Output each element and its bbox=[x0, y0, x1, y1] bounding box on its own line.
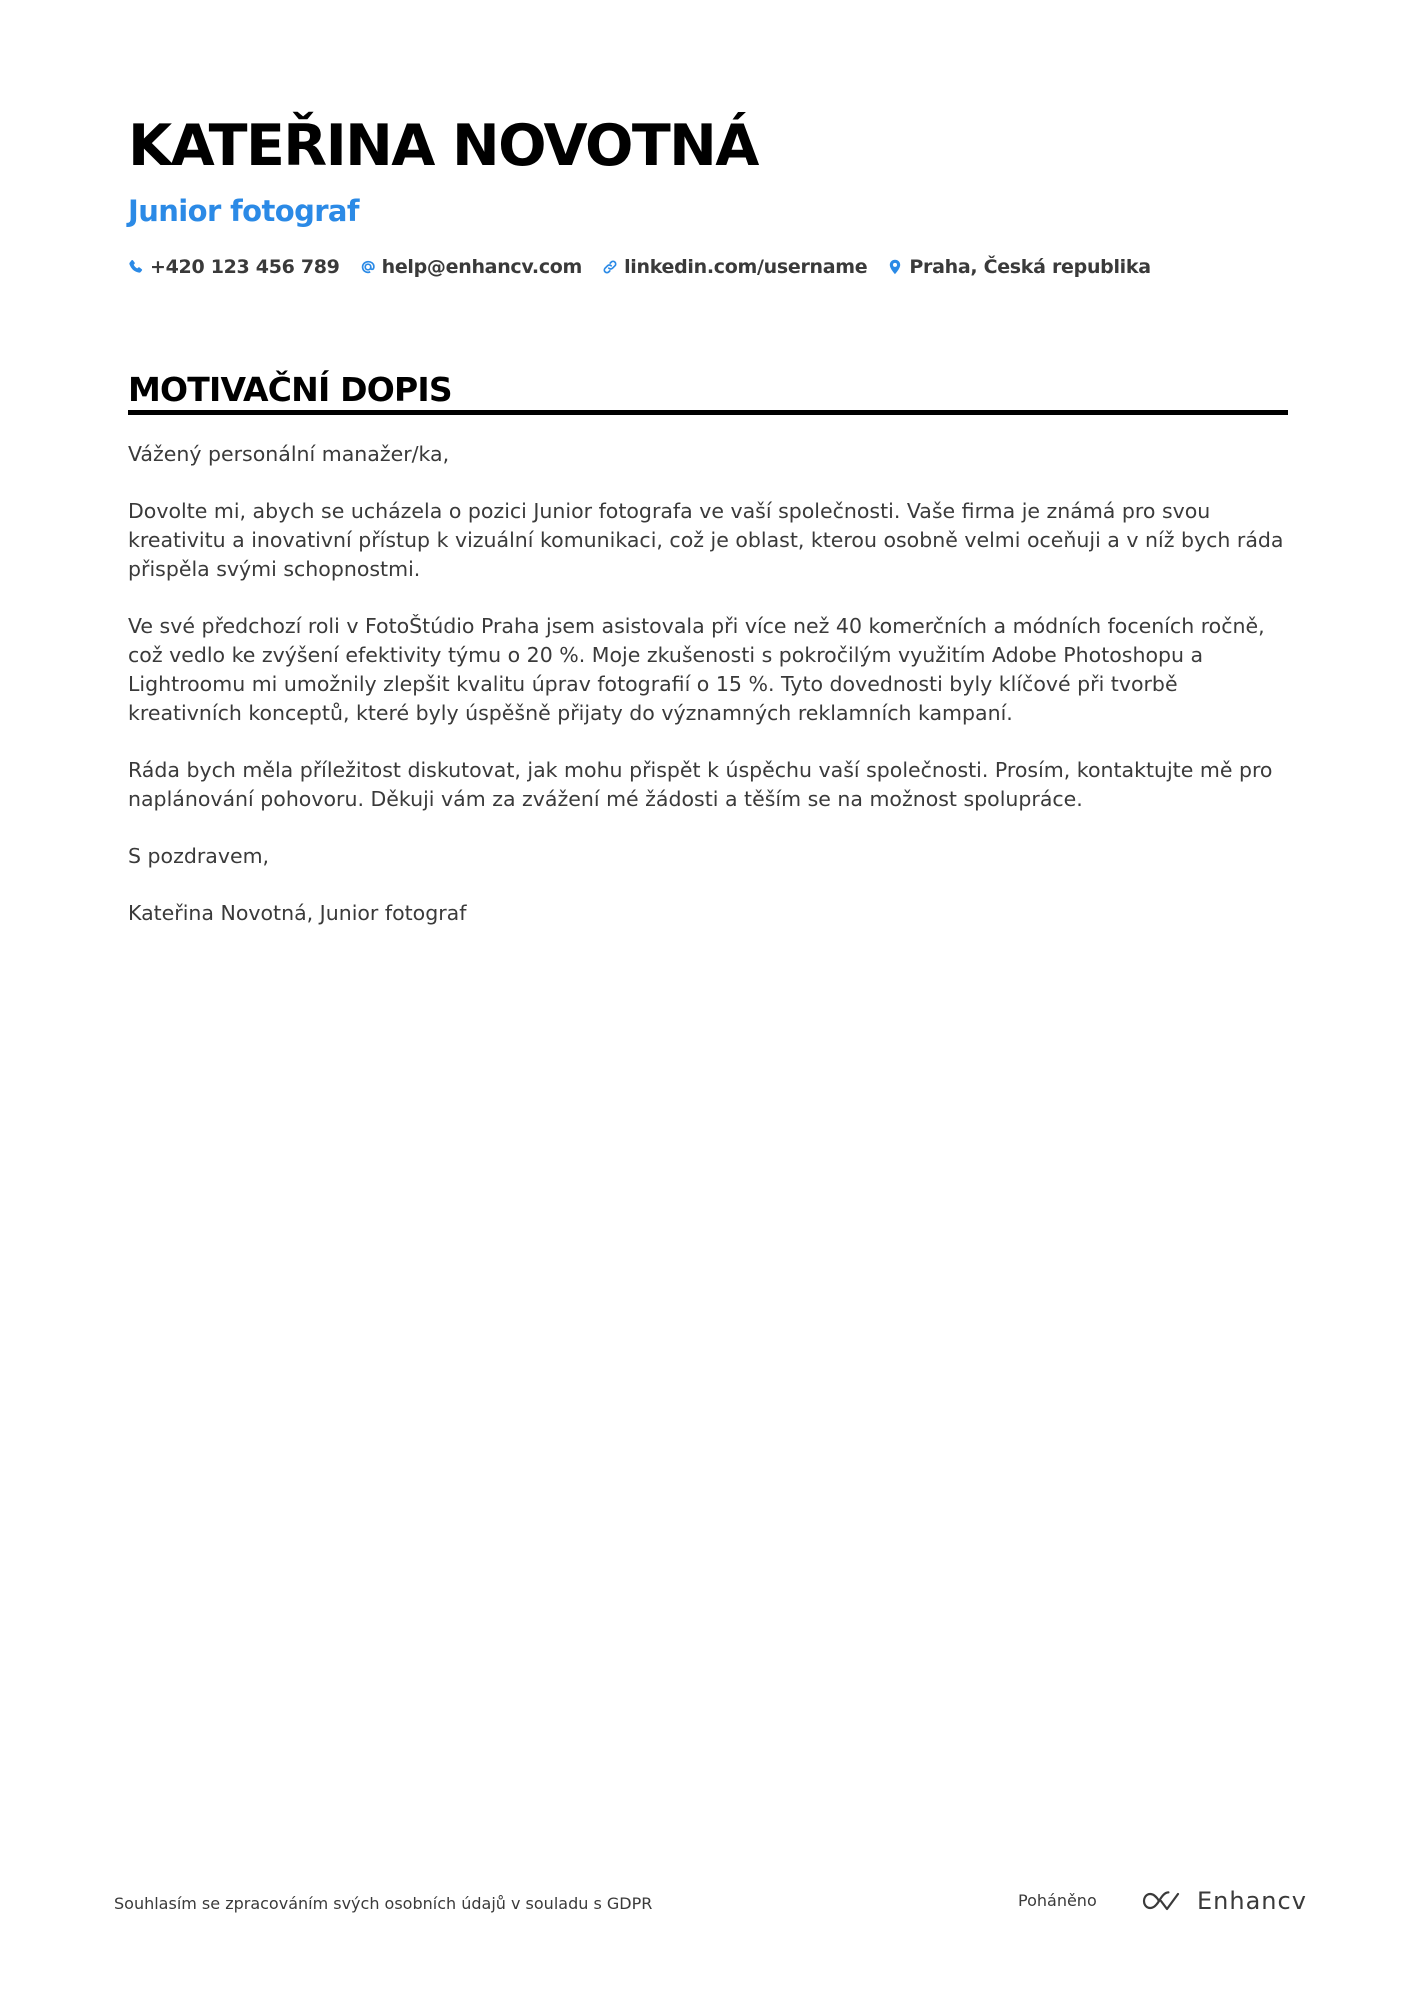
contact-location bbox=[887, 256, 1150, 278]
location-text: Praha, Česká republika bbox=[909, 256, 1151, 278]
enhancv-logo-icon bbox=[1139, 1888, 1185, 1914]
at-icon bbox=[360, 258, 376, 276]
letter-signature: Kateřina Novotná, Junior fotograf bbox=[128, 901, 467, 925]
job-title: Junior fotograf bbox=[128, 194, 359, 228]
enhancv-logo-text: Enhancv bbox=[1197, 1887, 1307, 1915]
contact-bar bbox=[128, 252, 1171, 282]
contact-email[interactable] bbox=[360, 256, 582, 278]
section-divider bbox=[128, 410, 1288, 415]
phone-number: +420 123 456 789 bbox=[150, 256, 340, 278]
gdpr-consent: Souhlasím se zpracováním svých osobních údajů v souladu s GDPR bbox=[114, 1894, 653, 1913]
email-address: help@enhancv.com bbox=[381, 256, 583, 278]
contact-phone[interactable] bbox=[128, 256, 340, 278]
powered-by-label: Poháněno bbox=[1018, 1891, 1097, 1910]
link-icon bbox=[602, 258, 618, 276]
letter-paragraph: Dovolte mi, abych se ucházela o pozici Junior fotografa ve vaší společnosti. Vaše firma je známá pro svou kreativitu a inovativní přístup k vizuální komunikaci, což je oblast, kterou osobně velmi oceňuji a v níž bych ráda přispěla svými schopnostmi. bbox=[128, 499, 1284, 581]
candidate-name: KATEŘINA NOVOTNÁ bbox=[128, 113, 758, 179]
letter-paragraph: Ve své předchozí roli v FotoŠtúdio Praha jsem asistovala při více než 40 komerčních a módních foceních ročně, což vedlo ke zvýšení efektivity týmu o 20 %. Moje zkušenosti s pokročilým využitím Adobe Photoshopu a Lightroomu mi umožnily zlepšit kvalitu úprav fotografií o 15 %. Tyto dovednosti byly klíčové při tvorbě kreativních konceptů, které byly úspěšně přijaty do významných reklamních kampaní. bbox=[128, 614, 1265, 725]
location-pin-icon bbox=[887, 258, 903, 276]
contact-linkedin[interactable] bbox=[602, 256, 867, 278]
letter-paragraph: Ráda bych měla příležitost diskutovat, jak mohu přispět k úspěchu vaší společnosti. Prosím, kontaktujte mě pro naplánování pohovoru. Děkuji vám za zvážení mé žádosti a těším se na možnost spolupráce. bbox=[128, 758, 1273, 811]
linkedin-url: linkedin.com/username bbox=[624, 256, 868, 278]
letter-body bbox=[128, 440, 1288, 956]
phone-icon bbox=[128, 258, 144, 276]
enhancv-logo[interactable] bbox=[1139, 1884, 1307, 1918]
letter-greeting: Vážený personální manažer/ka, bbox=[128, 442, 450, 466]
section-title: MOTIVAČNÍ DOPIS bbox=[128, 370, 452, 409]
letter-closing: S pozdravem, bbox=[128, 844, 270, 868]
